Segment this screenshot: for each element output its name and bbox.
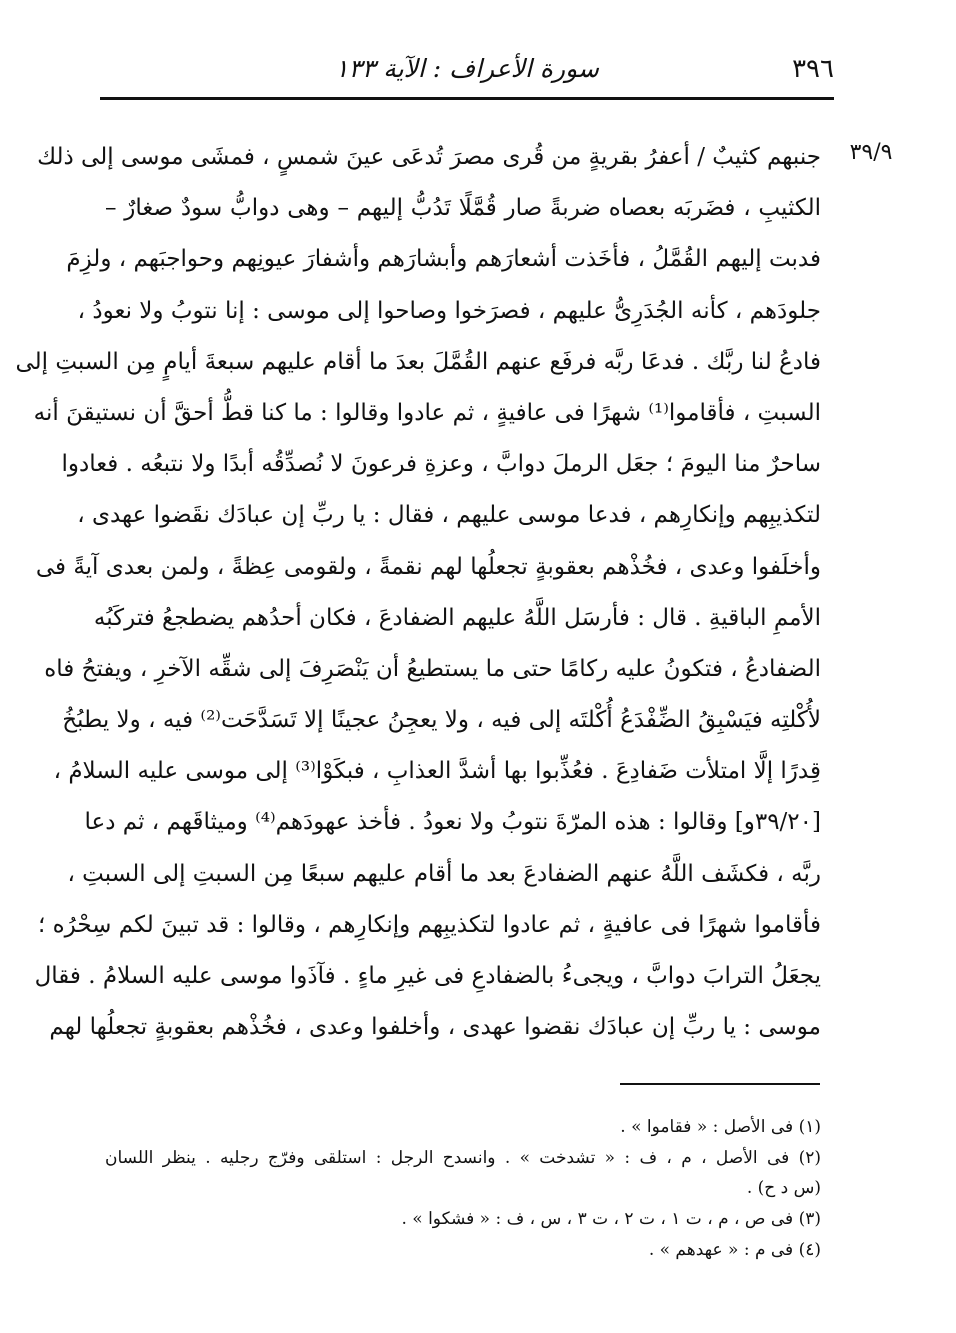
text-line: الضفادعُ ، فتكونُ عليه ركامًا حتى ما يستطيعُ أن يَنْصَرِفَ إلى شقِّه الآخرِ ، ويفتحُ فاه	[44, 655, 821, 682]
footnote: (٢) فى الأصل ، م ، ف : « تشدخت » . وانسدح الرجل : استلقى وفرّج رجليه . ينظر اللسان	[105, 1147, 821, 1168]
page-header	[100, 50, 834, 90]
text-line: السبتِ ، فأقاموا⁽¹⁾ شهرًا فى عافيةٍ ، ثم عادوا وقالوا : ما كنا قطُّ أحقَّ أن نستيقنَ أنه	[33, 399, 821, 426]
text-line: وأخلَفوا وعدى ، فخُذْهم بعقوبةٍ تجعلُها لهم نقمةً ، ولقومى عِظةً ، ولمن بعدى آيةً فى	[35, 553, 821, 580]
text-line: الكثيبِ ، فضَربَه بعصاه ضربةً صار قُمَّلًا تَدُبُّ إليهم – وهى دوابُّ سودٌ صغارٌ –	[105, 195, 821, 222]
footnote-rule	[620, 1083, 820, 1085]
text-line: فادعُ لنا ربَّك . فدعَا ربَّه فرفَع عنهم القُمَّلَ بعدَ ما أقام عليهم سبعةَ أيامٍ مِن السبتِ إلى	[15, 348, 821, 375]
footnote: (١) فى الأصل : « فقاموا » .	[620, 1117, 821, 1137]
footnote: (٣) فى ص ، م ، ت ١ ، ت ٢ ، ت ٣ ، س ، ف : « فشكوا » .	[401, 1209, 821, 1230]
text-line: ساحرٌ منا اليومَ ؛ جعَل الرملَ دوابَّ ، وعزةِ فرعونَ لا نُصدِّقُه أبدًا ولا نتبعُه . فعادوا	[61, 451, 821, 478]
text-line: يجعَلُ الترابَ دوابَّ ، ويجىءُ بالضفادعِ فى غيرِ ماءٍ . فآذَوا موسى عليه السلامُ . فقال	[34, 963, 821, 989]
footnotes	[105, 1112, 821, 1265]
text-line: [٣٩/٢٠و] وقالوا : هذه المرّةَ نتوبُ ولا نعودُ . فأخذ عهودَهم⁽⁴⁾ وميثاقَهم ، ثم دعا	[84, 809, 821, 836]
page-number: ٣٩٦	[792, 54, 834, 84]
header-rule	[100, 97, 834, 100]
body-text	[15, 132, 821, 1053]
text-line: ربَّه ، فكشَف اللَّهُ عنهم الضفادعَ بعد ما أقام عليهم سبعًا مِن السبتِ إلى السبتِ ،	[67, 860, 821, 887]
text-line: فدبت إليهم القُمَّلُ ، فأخَذت أشعارَهم وأبشارَهم وأشفارَ عيونِهم وحواجبَهم ، ولزِمَ	[66, 246, 821, 273]
text-line: قِدرًا إلَّا امتلأت ضَفادِعَ . فعُذِّبوا بها أشدَّ العذابِ ، فبكَوْا⁽³⁾ إلى موسى عليه السلامُ ،	[53, 758, 821, 785]
text-line: لتكذيبِهم وإنكارِهم ، فدعا موسى عليهم ، فقال : يا ربِّ إن عبادَك نقَضوا عهدى ،	[77, 502, 821, 529]
footnote-continuation: (س د ح) .	[746, 1178, 821, 1199]
margin-reference: ٣٩/٩	[849, 140, 893, 165]
text-line: جنبهم كثيبٌ / أعفرُ بقريةٍ من قُرى مصرَ تُدعَى عينَ شمسٍ ، فمشَى موسى إلى ذلك	[37, 144, 821, 170]
text-line: لأُكْلتِه فيَسْبِقُ الضِّفْدَعُ أُكْلتَه إلى فيه ، ولا يعجِنُ عجينًا إلا تَسَدَّحَت⁽²⁾ فيه ، ولا يطبُخُ	[62, 707, 821, 734]
running-title: سورة الأعراف : الآية ١٣٣	[335, 54, 599, 83]
text-line: جلودَهم ، كأنه الجُدَرِىُّ عليهم ، فصرَخوا وصاحوا إلى موسى : إنا نتوبُ ولا نعودُ ،	[77, 297, 821, 324]
text-line: الأممِ الباقيةِ . قال : فأرسَل اللَّهُ عليهم الضفادعَ ، فكان أحدُهم يضطجعُ فتركَبُه	[93, 604, 821, 631]
text-line: فأقاموا شهرًا فى عافيةٍ ، ثم عادوا لتكذيبِهم وإنكارِهم ، وقالوا : قد تبينَ لكم سِحْرُه ؛	[37, 911, 821, 938]
footnote: (٤) فى م : « عهدهم » .	[648, 1239, 821, 1260]
text-line: موسى : يا ربِّ إن عبادَك نقضوا عهدى ، وأخلفوا وعدى ، فخُذْهم بعقوبةٍ تجعلُها لهم	[49, 1014, 821, 1041]
